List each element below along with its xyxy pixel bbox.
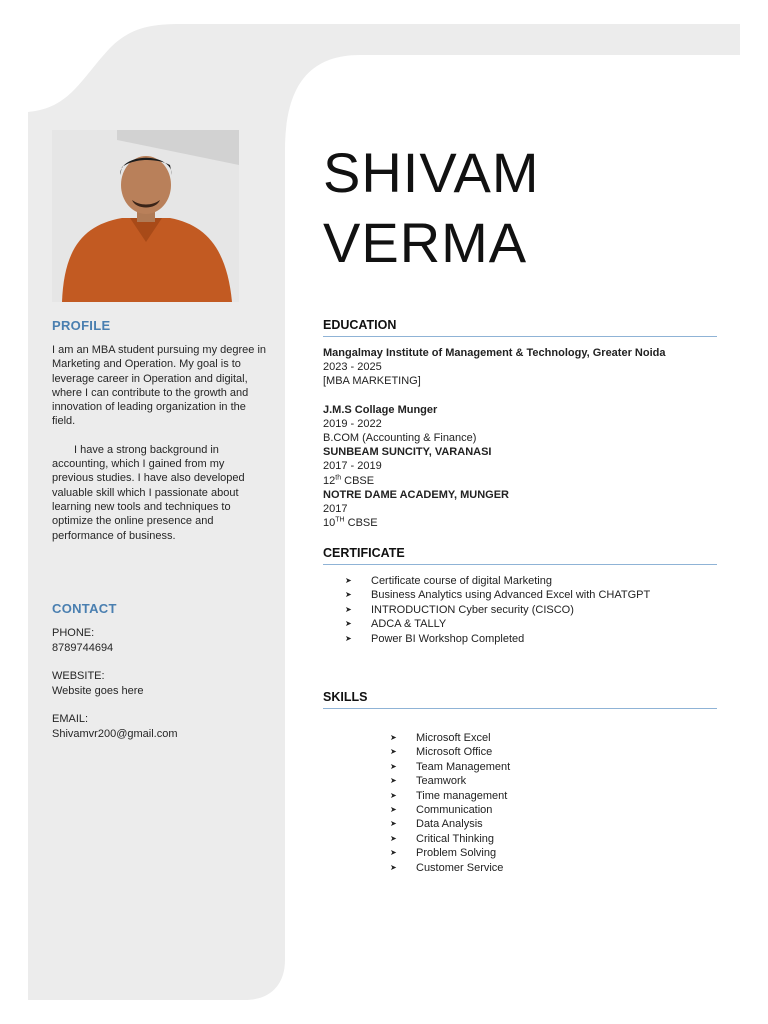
arrowhead-bullet-icon: ➤ <box>390 833 397 843</box>
skill-item: ➤ Microsoft Office <box>390 746 493 759</box>
skill-item: ➤ Communication <box>390 804 493 817</box>
arrowhead-bullet-icon: ➤ <box>390 733 397 742</box>
education-institution: SUNBEAM SUNCITY, VARANASI <box>323 446 492 459</box>
education-years: 2017 <box>323 503 348 516</box>
certificate-item: ➤ Power BI Workshop Completed <box>345 632 525 645</box>
skill-item: ➤ Critical Thinking <box>390 832 495 845</box>
education-years: 2019 - 2022 <box>323 417 382 430</box>
education-degree: 10TH CBSE <box>323 516 378 530</box>
arrowhead-bullet-icon: ➤ <box>390 819 397 829</box>
certificate-item: ➤ ADCA & TALLY <box>345 618 447 631</box>
arrowhead-bullet-icon: ➤ <box>390 776 397 786</box>
arrowhead-bullet-icon: ➤ <box>390 761 397 771</box>
skill-item: ➤ Data Analysis <box>390 818 483 831</box>
skill-item: ➤ Microsoft Excel <box>390 732 491 744</box>
certificate-item: ➤ Certificate course of digital Marketing <box>345 575 552 587</box>
email-value: Shivamvr200@gmail.com <box>52 727 178 740</box>
profile-heading: PROFILE <box>52 318 111 333</box>
skills-heading: SKILLS <box>323 690 717 709</box>
arrowhead-bullet-icon: ➤ <box>345 604 352 614</box>
arrowhead-bullet-icon: ➤ <box>345 576 352 585</box>
contact-email <box>52 712 178 741</box>
certificate-item: ➤ INTRODUCTION Cyber security (CISCO) <box>345 603 574 616</box>
profile-paragraph-2: I have a strong background in accounting, which I gained from my previous studies. I have also developed valuable skill which I passionate about learning new tools and techniques to optimize the online presence and performance of business. <box>52 443 245 542</box>
arrowhead-bullet-icon: ➤ <box>390 747 397 757</box>
skill-item: ➤ Time management <box>390 789 508 802</box>
education-institution: NOTRE DAME ACADEMY, MUNGER <box>323 488 509 501</box>
education-institution: Mangalmay Institute of Management & Technology, Greater Noida <box>323 347 666 359</box>
certificate-heading: CERTIFICATE <box>323 546 717 565</box>
arrowhead-bullet-icon: ➤ <box>345 619 352 629</box>
arrowhead-bullet-icon: ➤ <box>390 862 397 872</box>
profile-paragraph-1: I am an MBA student pursuing my degree in Marketing and Operation. My goal is to leverage career in Operation and digital, where I can contribute to the growth and innovation of leading organization in the field. <box>52 344 267 428</box>
arrowhead-bullet-icon: ➤ <box>390 805 397 815</box>
website-label: WEBSITE: <box>52 670 105 682</box>
skills-list <box>390 731 510 875</box>
arrowhead-bullet-icon: ➤ <box>345 633 352 643</box>
education-years: 2023 - 2025 <box>323 361 382 374</box>
contact-website <box>52 669 144 698</box>
education-heading: EDUCATION <box>323 318 717 337</box>
contact-phone <box>52 626 113 655</box>
phone-label: PHONE: <box>52 627 95 639</box>
education-list <box>323 346 723 530</box>
profile-photo <box>52 130 239 302</box>
education-institution: J.M.S Collage Munger <box>323 403 438 416</box>
education-degree: [MBA MARKETING] <box>323 375 421 388</box>
skill-item: ➤ Customer Service <box>390 861 504 874</box>
name-first: SHIVAM <box>323 141 540 204</box>
certificate-list <box>345 574 650 646</box>
skill-item: ➤ Teamwork <box>390 775 467 788</box>
phone-value: 8789744694 <box>52 641 114 654</box>
skill-item: ➤ Problem Solving <box>390 847 497 860</box>
contact-heading: CONTACT <box>52 601 117 616</box>
education-degree: B.COM (Accounting & Finance) <box>323 432 477 445</box>
certificate-item: ➤ Business Analytics using Advanced Excel with CHATGPT <box>345 589 651 602</box>
email-label: EMAIL: <box>52 713 89 725</box>
arrowhead-bullet-icon: ➤ <box>390 848 397 858</box>
arrowhead-bullet-icon: ➤ <box>390 790 397 800</box>
skill-item: ➤ Team Management <box>390 760 511 773</box>
name-last: VERMA <box>323 211 528 274</box>
profile-text <box>52 343 267 543</box>
arrowhead-bullet-icon: ➤ <box>345 590 352 600</box>
education-degree: 12th CBSE <box>323 473 375 487</box>
education-years: 2017 - 2019 <box>323 460 382 473</box>
website-value: Website goes here <box>52 684 144 697</box>
